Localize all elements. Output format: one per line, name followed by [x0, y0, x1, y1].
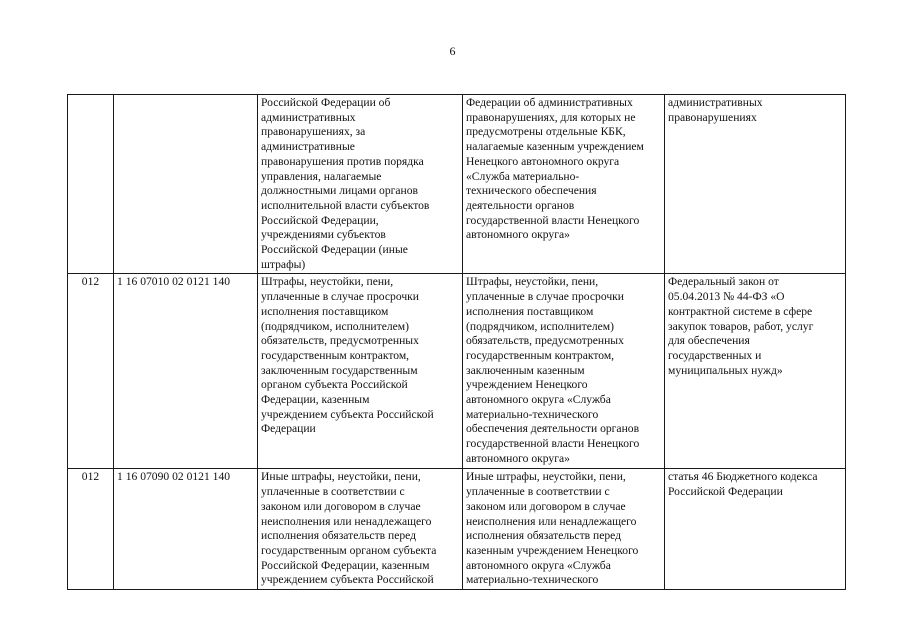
page-number: 6 — [449, 44, 456, 58]
revenue-name-cell — [258, 469, 463, 590]
legal-basis-cell: статья 46 Бюджетного кодекса Российской Федерации — [665, 469, 846, 590]
kbk-code-cell: 1 16 07090 02 0121 140 — [114, 469, 258, 590]
kbk-code-cell — [114, 95, 258, 274]
legal-basis-cell: Федеральный закон от 05.04.2013 № 44-ФЗ «О контрактной системе в сфере закупок товаров, работ, услуг для обеспечения государственных и муниципальных нужд» — [665, 274, 846, 469]
revenue-name-cell: Штрафы, неустойки, пени, уплаченные в случае просрочки исполнения поставщиком (подрядчиком, исполнителем) обязательств, предусмотренных государственным контрактом, заключенным государственным органом субъекта Российской Федерации, казенным учреждением субъекта Российской Федерации — [258, 274, 463, 469]
kbk-code-cell: 1 16 07010 02 0121 140 — [114, 274, 258, 469]
admin-code-cell: 012 — [68, 469, 114, 590]
admin-code-cell: 012 — [68, 274, 114, 469]
budget-classification-table — [67, 94, 846, 590]
legal-basis-cell: административных правонарушениях — [665, 95, 846, 274]
revenue-detail-cell: Штрафы, неустойки, пени, уплаченные в случае просрочки исполнения поставщиком (подрядчиком, исполнителем) обязательств, предусмотренных государственным контрактом, заключенным казенным учреждением Ненецкого автономного округа «Служба материально-технического обеспечения деятельности органов государственной власти Ненецкого автономного округа» — [463, 274, 665, 469]
table-row — [68, 95, 846, 274]
revenue-name-text: Иные штрафы, неустойки, пени, уплаченные в соответствии с законом или договором в случае неисполнения или ненадлежащего исполнения обязательств перед государственным органом субъекта Российской Федерации, казенным учреждением субъекта Российской — [261, 470, 437, 587]
revenue-detail-text: Иные штрафы, неустойки, пени, уплаченные в соответствии с законом или договором в случае неисполнения или ненадлежащего исполнения обязательств перед казенным учреждением Ненецкого автономного округа «Служба материально-технического — [466, 470, 639, 587]
revenue-detail-cell — [463, 469, 665, 590]
revenue-detail-cell: Федерации об административных правонарушениях, для которых не предусмотрены отдельные КБК, налагаемые казенным учреждением Ненецкого автономного округа «Служба материально- технического обеспечения деятельности органов государственной власти Ненецкого автономного округа» — [463, 95, 665, 274]
table-row — [68, 274, 846, 469]
table-row — [68, 469, 846, 590]
admin-code-cell — [68, 95, 114, 274]
revenue-name-cell: Российской Федерации об административных правонарушениях, за административные правонарушения против порядка управления, налагаемые должностными лицами органов исполнительной власти субъектов Российской Федерации, учреждениями субъектов Российской Федерации (иные штрафы) — [258, 95, 463, 274]
